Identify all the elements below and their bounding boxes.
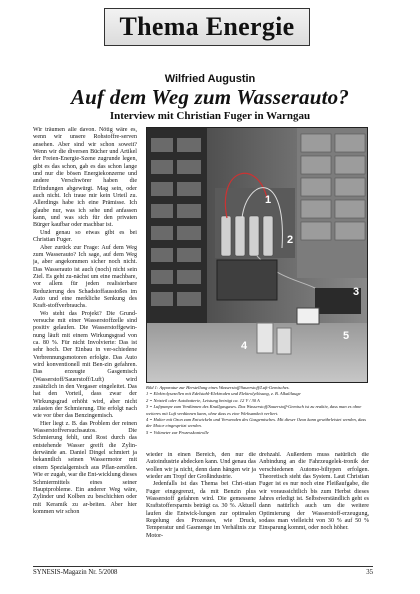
footer-magazine: SYNESIS-Magazin Nr. 5/2008 xyxy=(33,569,118,576)
apparatus-photo xyxy=(146,127,368,383)
photo-label-5: 5 xyxy=(343,330,350,342)
paragraph: Und genau so etwas gibt es bei Christian Fuger. xyxy=(33,229,137,244)
photo-label-4: 4 xyxy=(241,340,248,352)
caption-item: 2 = Netzteil oder Autobatterie, Leistung beträgt ca. 12 V / 30 A xyxy=(146,397,260,403)
paragraph: Wo steht das Projekt? Die Grund-versuche mit einer Wasserstoffzelle sind positiv gelaufen. Die Wasserstoffgewin-nung läuft mit einem Wirkungsgrad von ca. 80 %. Für nicht Involvierte: Das ist sehr hoch. Der Einbau in ver-schiedene Verbrennungsmotoren erfolgte. Das Auto wird konventionell mit Ben-zin gefahren. Das erzeugte Gasgemisch (Wasserstoff/Sauerstoff/Luft) wird zusätzlich in den Vergaser eingeleitet. Das hat den Vorteil, dass zwar der Wirkungsgrad erhöht wird, aber nicht zulasten der Schmierung. Die erfolgt nach wie vor über das Benzingemisch. xyxy=(33,310,137,420)
paragraph: Hier liegt z. B. das Problem der reinen Wasserstoffversuchsautos. Die Schmierung fehlt, und Rost durch das entstehende Wasser greift die Zylin-derwände an. Daniel Dingel schmiert ja bekanntlich seinen Wassermotor mit einem Spezialgemisch aus Pflan-zenölen. Wie er zugab, war die Ent-wicklung dieses Schmiermittels eines seiner Hauptprobleme. Ein anderer Weg wäre, Zylinder und Kolben zu beschichten oder mit Keramik zu ar-beiten. Aber hier kommen wir schon xyxy=(33,420,137,515)
paragraph: Aber zurück zur Frage: Auf dem Weg zum Wasserauto? Ich sage, auf dem Weg ja, aber angekommen sicher noch nicht. Das Wasserauto ist auch (noch) nicht sein Ziel. Es geht zu-nächst um eine machbare, vor allem für jeden realisierbare Reduzierung des Schadstoffausstoßes im Auto und eine merkliche Senkung des Kraft-stoffverbrauchs. xyxy=(33,244,137,310)
photo-label-3: 3 xyxy=(353,286,360,298)
photo-caption xyxy=(146,385,368,436)
paragraph: Jedenfalls ist das Thema bei Chri-stian Fuger eingegrenzt, da mit Benzin plus Wasserstoff gefahren wird. Die gemessene Kraftstoffersparnis beträgt ca. 30 %. Aktuell laufen die Entwick-lungen zur optimalen Regelung des Prozesses, wie Druck, Temperatur und Gasmenge im Verhältnis zur Motor- xyxy=(146,481,256,539)
photo-label-1: 1 xyxy=(265,194,272,206)
article-title: Auf dem Weg zum Wasserauto? xyxy=(70,85,350,109)
text-column-1 xyxy=(33,127,137,565)
caption-item: 3 = Luftpumpe zum Verdünnen des Knallgasgases. Das Wasserstoff/Sauerstoff-Gemisch ist zu reaktiv, dass man es ohne weiteres mit Luft verdünnen kann, ohne dass es eine Wirksamkeit verliert. xyxy=(146,404,362,416)
paragraph: wieder in einen Bereich, den nur die Autoindustrie abdecken kann. Und genau das wollen wir ja nicht, denn dann hängen wir ja wieder am Tropf der Großindustrie. xyxy=(146,452,256,481)
article-author: Wilfried Augustin xyxy=(164,73,256,85)
article-subtitle: Interview mit Christian Fuger in Warngau xyxy=(109,110,311,122)
photo-illustration xyxy=(147,128,368,383)
photo-label-2: 2 xyxy=(287,234,294,246)
caption-item: 4 = Halter mit Ozon zum Entwickeln und Verwenden des Gasgemisches. Mit dieser Ozon kann gewährleistet werden, dass der Motor eingespritzt werden. xyxy=(146,417,366,429)
footer-divider xyxy=(33,566,373,567)
text-column-2 xyxy=(146,452,256,565)
caption-title: Bild 1: Apparatur zur Herstellung eines Wasserstoff/Sauerstoff/Luft-Gemisches. xyxy=(146,385,290,390)
section-title: Thema Energie xyxy=(119,12,295,41)
caption-item: 5 = Voltmeter zur Prozesskontrolle xyxy=(146,429,209,435)
caption-item: 1 = Elektrolysezellen mit Edelstahl-Elektroden und Elektrolytlösung, z. B. Alkalilauge xyxy=(146,391,301,397)
page-number: 35 xyxy=(366,569,373,576)
paragraph: drehzahl. Außerdem muss natürlich die Anbindung an die Fahrzeugelek-tronik der verschiedenen Automo-biltypen erfolgen. Theoretisch steht das System. Laut Christian Fuger ist es nur noch eine Fleißaufgabe, die wir voraussichtlich bis zum Herbst dieses Jahres erledigt ist. Selbstverständlich geht es dann natürlich auch um die weitere Optimierung der Wasserstoff-erzeugung, sodass man vielleicht von 30 % auf 50 % Einsparung kommt, oder noch höher. xyxy=(259,452,369,532)
text-column-3 xyxy=(259,452,369,565)
paragraph: Wir träumen alle davon. Nötig wäre es, wenn wir unsere Rohstoffre-serven ansehen. Aber sind wir schon soweit? Wenn wir die diversen Bücher und Artikel der Freien-Energie-Szene zugrunde legen, gibt es das schon, gab es das schon lange und nur die bösen Energiekonzerne und andere Verschwörer haben die Erfindungen abgewürgt. Mag sein, oder auch nicht. Ich traue mir kein Urteil zu. Allerdings habe ich eine Prämisse. Ich glaube nur, was ich sehe und anfassen kann, und was sich für den privaten Bürger kaufbar oder machbar ist. xyxy=(33,127,137,229)
section-header xyxy=(104,8,310,46)
